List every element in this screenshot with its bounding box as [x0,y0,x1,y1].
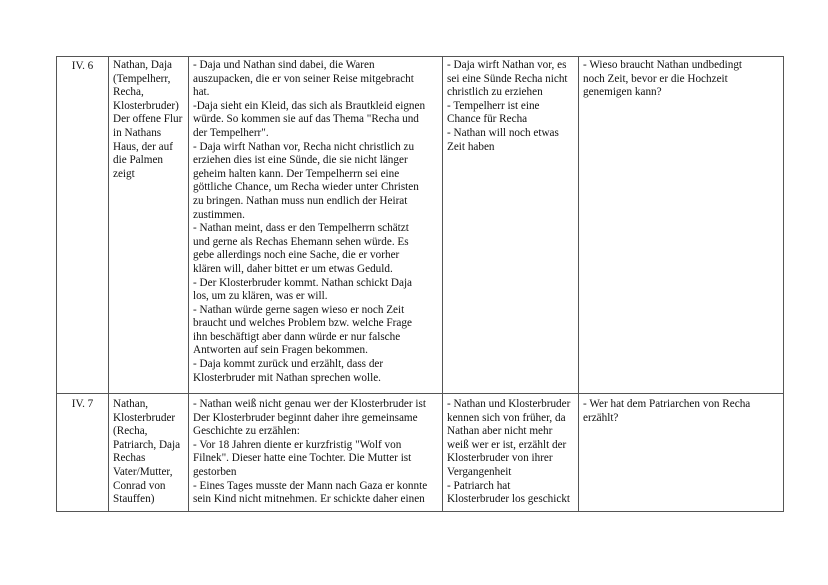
text-line: - Daja und Nathan sind dabei, die Waren [193,59,375,71]
text-line: Rechas [113,452,146,465]
text-line: Vater/Mutter, [113,465,173,478]
text-line: und gerne als Rechas Ehemann sehen würde. Es [193,235,409,248]
scene-table [56,56,784,512]
text-line: - Tempelherr ist eine [447,99,540,112]
text-line: weiß wer er ist, erzählt der [447,438,567,451]
text-line: - Der Klosterbruder kommt. Nathan schickt Daja [193,276,413,289]
scene-number-cell [57,57,109,394]
text-line: in Nathans [113,126,162,139]
text-line: zu bringen. Nathan muss nun endlich der Heirat [193,194,408,207]
text-line: Klosterbruder [113,411,176,424]
text-line: braucht und welches Problem bzw. welche Frage [193,317,412,330]
text-line: - Patriarch hat [447,479,511,492]
summary-cell [443,57,579,394]
text-line: erziehen dies ist eine Sünde, die sie nicht länger [193,154,408,167]
text-line: - Nathan will noch etwas [447,126,559,139]
text-line: hat. [193,86,210,99]
text-line: -Daja sieht ein Kleid, das sich als Brautkleid eignen [193,99,426,112]
text-line: - Nathan weiß nicht genau wer der Klosterbruder ist [193,398,426,410]
text-line: Zeit haben [447,140,495,153]
text-line: - Wer hat dem Patriarchen von Recha [583,398,751,410]
characters-cell [109,394,189,512]
text-line: - Nathan meint, dass er den Tempelherrn schätzt [193,222,409,235]
scene-number-cell [57,394,109,512]
text-line: sein Kind nicht mitnehmen. Er schickte daher einen [193,493,425,506]
text-line: der Tempelherr". [193,126,269,139]
text-line: Nathan, Daja [113,59,173,71]
text-line: - Daja wirft Nathan vor, Recha nicht christlich zu [193,140,415,153]
questions-cell [579,57,784,394]
text-line: Der offene Flur [113,113,183,126]
content-cell [189,394,443,512]
text-line: auszupacken, die er von seiner Reise mitgebracht [193,72,414,85]
text-line: noch Zeit, bevor er die Hochzeit [583,72,728,85]
text-line: Chance für Recha [447,113,528,126]
text-line: los, um zu klären, was er will. [193,290,328,303]
text-line: Klosterbruder los geschickt [447,493,571,506]
text-line: Klosterbruder von ihrer [447,452,553,465]
text-line: ihn beschäftigt aber dann würde er nur falsche [193,330,401,343]
table-row [57,394,784,512]
text-line: Der Klosterbruder beginnt daher ihre gemeinsame [193,411,418,424]
text-line: Nathan, [113,398,149,410]
text-line: (Recha, [113,425,148,438]
summary-cell [443,394,579,512]
characters-cell [109,57,189,394]
text-line: - Nathan und Klosterbruder [447,398,571,410]
text-line: göttliche Chance, um Recha wieder unter Christen [193,181,419,194]
text-line: - Wieso braucht Nathan undbedingt [583,59,743,71]
text-line: kennen sich von früher, da [447,411,566,424]
text-line: Conrad von [113,479,166,492]
text-line: klären will, daher bittet er um etwas Geduld. [193,262,393,275]
table-row [57,57,784,394]
text-line: Haus, der auf [113,140,173,153]
text-line: geheim halten kann. Der Tempelherrn sei eine [193,167,400,180]
text-line: christlich zu erziehen [447,86,543,99]
text-line: Geschichte zu erzählen: [193,425,300,438]
text-line: - Eines Tages musste der Mann nach Gaza er konnte [193,479,428,492]
text-line: Recha, [113,86,144,99]
text-line: - Nathan würde gerne sagen wieso er noch Zeit [193,303,405,316]
text-line: Filnek". Dieser hatte eine Tochter. Die Mutter ist [193,452,412,465]
scene-number: IV. 7 [71,398,94,410]
text-line: Vergangenheit [447,465,512,478]
text-line: Patriarch, Daja [113,438,181,451]
text-line: - Daja kommt zurück und erzählt, dass der [193,358,384,371]
text-line: würde. So kommen sie auf das Thema "Recha und [193,113,419,126]
content-cell [189,57,443,394]
text-line: zeigt [113,167,135,180]
text-line: Klosterbruder) [113,99,179,112]
text-line: - Vor 18 Jahren diente er kurzfristig "Wolf von [193,438,402,451]
text-line: (Tempelherr, [113,72,171,85]
text-line: genemigen kann? [583,86,662,99]
text-line: gebe allerdings noch eine Sache, die er vorher [193,249,400,262]
text-line: zustimmen. [193,208,245,221]
scene-number: IV. 6 [71,60,94,72]
text-line: Stauffen) [113,493,155,506]
text-line: erzählt? [583,411,619,424]
text-line: sei eine Sünde Recha nicht [447,72,568,85]
text-line: Nathan aber nicht mehr [447,425,553,438]
questions-cell [579,394,784,512]
text-line: die Palmen [113,154,164,167]
text-line: Klosterbruder mit Nathan sprechen wolle. [193,371,381,384]
text-line: - Daja wirft Nathan vor, es [447,59,567,71]
text-line: gestorben [193,465,237,478]
text-line: Antworten auf sein Fragen bekommen. [193,344,368,357]
